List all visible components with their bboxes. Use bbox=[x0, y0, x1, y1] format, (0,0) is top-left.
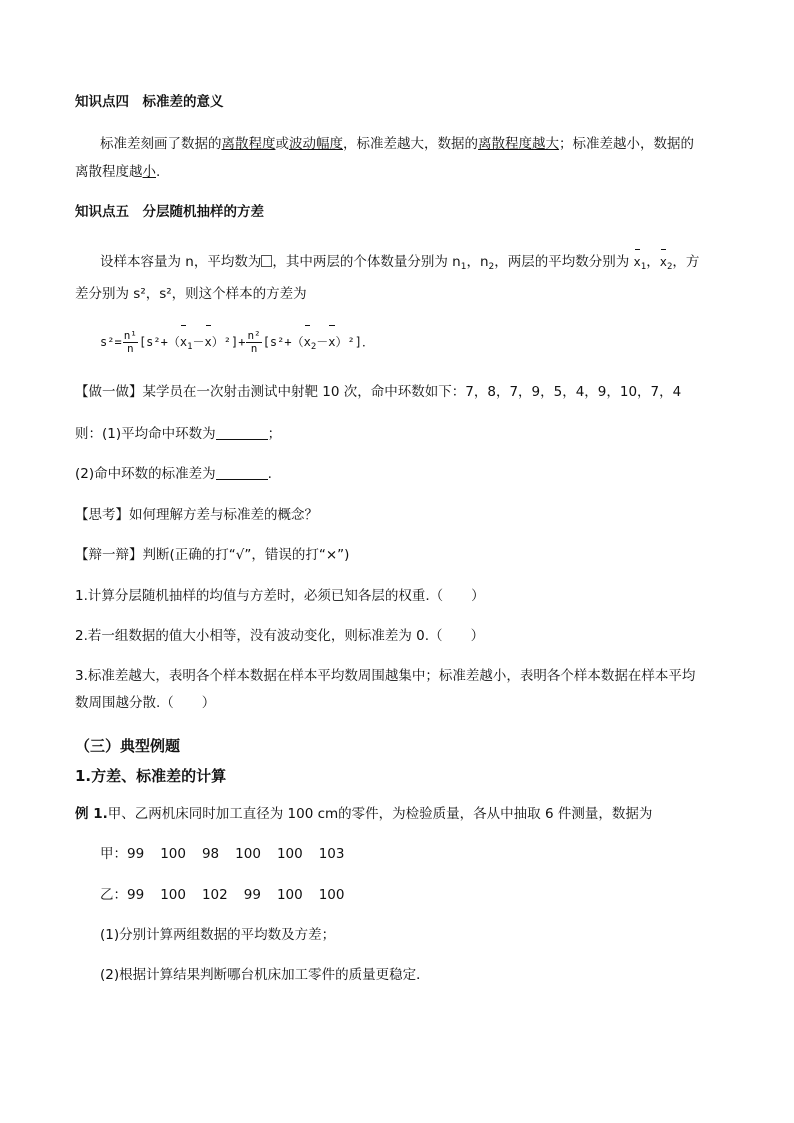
underlined-term: 小 bbox=[142, 164, 156, 180]
k4-paragraph-line1: 标准差刻画了数据的离散程度或波动幅度，标准差越大，数据的离散程度越大；标准差越小，数据的 bbox=[100, 136, 694, 152]
k5-paragraph-line2: 差分别为 s²，s²，则这个样本的方差为 bbox=[75, 286, 307, 302]
example-label: 例 1. bbox=[75, 806, 108, 822]
try-it-prompt: 【做一做】某学员在一次射击测试中射靶 10 次，命中环数如下：7，8，7，9，5，4，9，10，7，4 bbox=[75, 384, 682, 400]
example-question-1: (1)分别计算两组数据的平均数及方差； bbox=[100, 927, 336, 943]
try-it-question-1: 则：(1)平均命中环数为 ； bbox=[75, 426, 282, 442]
placeholder-box-icon bbox=[261, 255, 272, 267]
judge-item-3-line2: 数周围越分散.（ ） bbox=[75, 695, 216, 711]
judge-item-2: 2.若一组数据的值大小相等，没有波动变化，则标准差为 0.（ ） bbox=[75, 628, 485, 644]
section-heading-k5: 知识点五 分层随机抽样的方差 bbox=[75, 204, 264, 220]
judge-intro: 【辩一辩】判断(正确的打“√”，错误的打“×”) bbox=[75, 547, 350, 563]
example-1: 例 1.甲、乙两机床同时加工直径为 100 cm的零件，为检验质量，各从中抽取 6 件测量，数据为 bbox=[75, 806, 653, 822]
try-it-question-2: (2)命中环数的标准差为 . bbox=[75, 466, 272, 482]
data-row-jia: 甲：99 100 98 100 100 103 bbox=[100, 846, 345, 862]
underlined-term: 波动幅度 bbox=[289, 136, 343, 152]
k4-paragraph-line2: 离散程度越小. bbox=[75, 164, 161, 180]
section-heading-k4: 知识点四 标准差的意义 bbox=[75, 94, 224, 110]
subsection-variance-calc: 1.方差、标准差的计算 bbox=[75, 767, 227, 785]
judge-item-3-line1: 3.标准差越大，表明各个样本数据在样本平均数周围越集中；标准差越小，表明各个样本数据在样本平均 bbox=[75, 668, 696, 684]
answer-blank[interactable] bbox=[216, 425, 268, 440]
x-bar-symbol: x bbox=[660, 252, 667, 272]
x-bar-symbol: x bbox=[634, 252, 641, 272]
judge-item-1: 1.计算分层随机抽样的均值与方差时，必须已知各层的权重.（ ） bbox=[75, 588, 485, 604]
think-prompt: 【思考】如何理解方差与标准差的概念？ bbox=[75, 507, 318, 523]
underlined-term: 离散程度越大 bbox=[478, 136, 559, 152]
example-question-2: (2)根据计算结果判断哪台机床加工零件的质量更稳定． bbox=[100, 967, 430, 983]
underlined-term: 离散程度 bbox=[221, 136, 276, 152]
k5-paragraph-line1: 设样本容量为 n，平均数为 ，其中两层的个体数量分别为 $n_1$，$n_2$，两层的平均数分别为 $x_1$，$x_2$，方 bbox=[100, 254, 700, 272]
stratified-variance-formula: s²= $\frac{\text{n¹}}{n}$ $[s^2+(x_1-x)^2]+$ $\frac{\text{n²}}{n}$ $[s^2+(x_2-x)^2]$． bbox=[100, 329, 374, 355]
fraction-n2-over-n: $\frac{\text{n²}}{n}$ bbox=[247, 329, 261, 355]
answer-blank[interactable] bbox=[216, 465, 268, 480]
data-row-yi: 乙：99 100 102 99 100 100 bbox=[100, 887, 345, 903]
section-typical-examples: （三）典型例题 bbox=[75, 737, 181, 755]
fraction-n1-over-n: $\frac{\text{n¹}}{n}$ bbox=[123, 329, 137, 355]
